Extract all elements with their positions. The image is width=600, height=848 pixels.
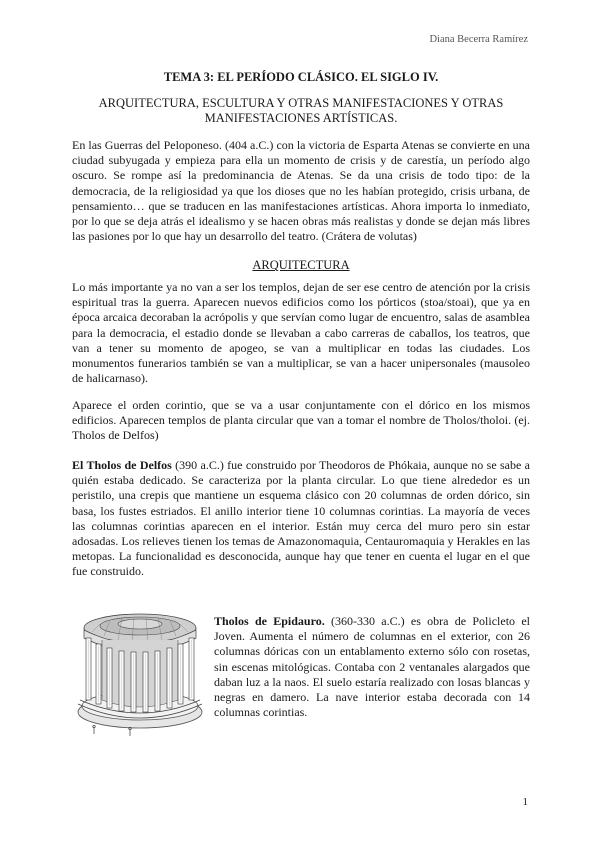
delfos-name: El Tholos de Delfos (72, 458, 172, 472)
tholos-illustration (72, 600, 210, 740)
arquitectura-paragraph: Lo más importante ya no van a ser los templos, dejan de ser ese centro de atención por la crisis espiritual tras la guerra. Aparecen nuevos edificios como los pórticos (stoa/stoai), que ya en época arcaica decoraban la acrópolis y que servían como lugar de encuentro, salas de asamblea para la democracia, el estadio donde se llevaban a cabo carreras de caballos, los teatros, que van a tener su momento de apogeo, se van a multiplicar en todas las ciudades. Los monumentos funerarios también se van a multiplicar, se van a hacer unipersonales (mausoleo de halicarnaso). (72, 280, 530, 386)
epidauro-name: Tholos de Epidauro. (214, 614, 325, 628)
delfos-text: (390 a.C.) fue construido por Theodoros de Phókaia, aunque no se sabe a quién estaba dedicado. Se caracteriza por la planta circular. Lo que tiene alrededor es un peristilo, una crepis que mantiene un esquema clásico con 20 columnas de orden dórico, sin basa, los fustes estriados. El anillo interior tiene 10 columnas corintias. La mayoría de veces las columnas corintias aparecen en el interior. Están muy cerca del muro pero sin estar adosadas. Los relieves tienen los temas de Amazonomaquia, Centauromaquia y Herakles en las metopas. La funcionalidad es desconocida, aunque hay que tener en cuenta el lugar en el que fue construido. (72, 458, 530, 579)
epidauro-text: (360-330 a.C.) es obra de Policleto el Joven. Aumenta el número de columnas en el exterior, con 26 columnas dóricas con un entablamento externo sólo con rosetas, sin escenas mitológicas. Contaba con 2 ventanales alargados que daban luz a la naos. El suelo estaría realizado con losas blancas y negras en damero. La nave interior estaba decorada con 14 columnas corintias. (214, 614, 530, 720)
intro-paragraph: En las Guerras del Peloponeso. (404 a.C.) con la victoria de Esparta Atenas se convierte en una ciudad subyugada y empieza para ella un momento de crisis y de carestía, un período algo oscuro. Se rompe así la predominancia de Atenas. Se da una crisis de todo tipo: de la democracia, de la religiosidad ya que los dioses que no les habían protegido, crisis urbana, de pensamiento… que se traducen en las manifestaciones artísticas. Ahora importa lo inmediato, por lo que se deja atrás el idealismo y se hacen obras más realistas y donde se dejan más libres las pasiones por lo que hay un desarrollo del teatro. (Crátera de volutas) (72, 138, 530, 244)
delfos-paragraph (72, 458, 530, 580)
corintio-paragraph: Aparece el orden corintio, que se va a usar conjuntamente con el dórico en los mismos edificios. Aparecen templos de planta circular que van a tomar el nombre de Tholos/tholoi. (ej. Tholos de Delfos) (72, 398, 530, 443)
page-number: 1 (522, 796, 528, 808)
page-title: TEMA 3: EL PERÍODO CLÁSICO. EL SIGLO IV. (163, 70, 439, 84)
page-subtitle: ARQUITECTURA, ESCULTURA Y OTRAS MANIFESTACIONES Y OTRAS MANIFESTACIONES ARTÍSTICAS. (98, 96, 504, 125)
section-heading: ARQUITECTURA (252, 258, 350, 272)
epidauro-paragraph (214, 614, 530, 720)
header-author: Diana Becerra Ramírez (429, 34, 528, 45)
